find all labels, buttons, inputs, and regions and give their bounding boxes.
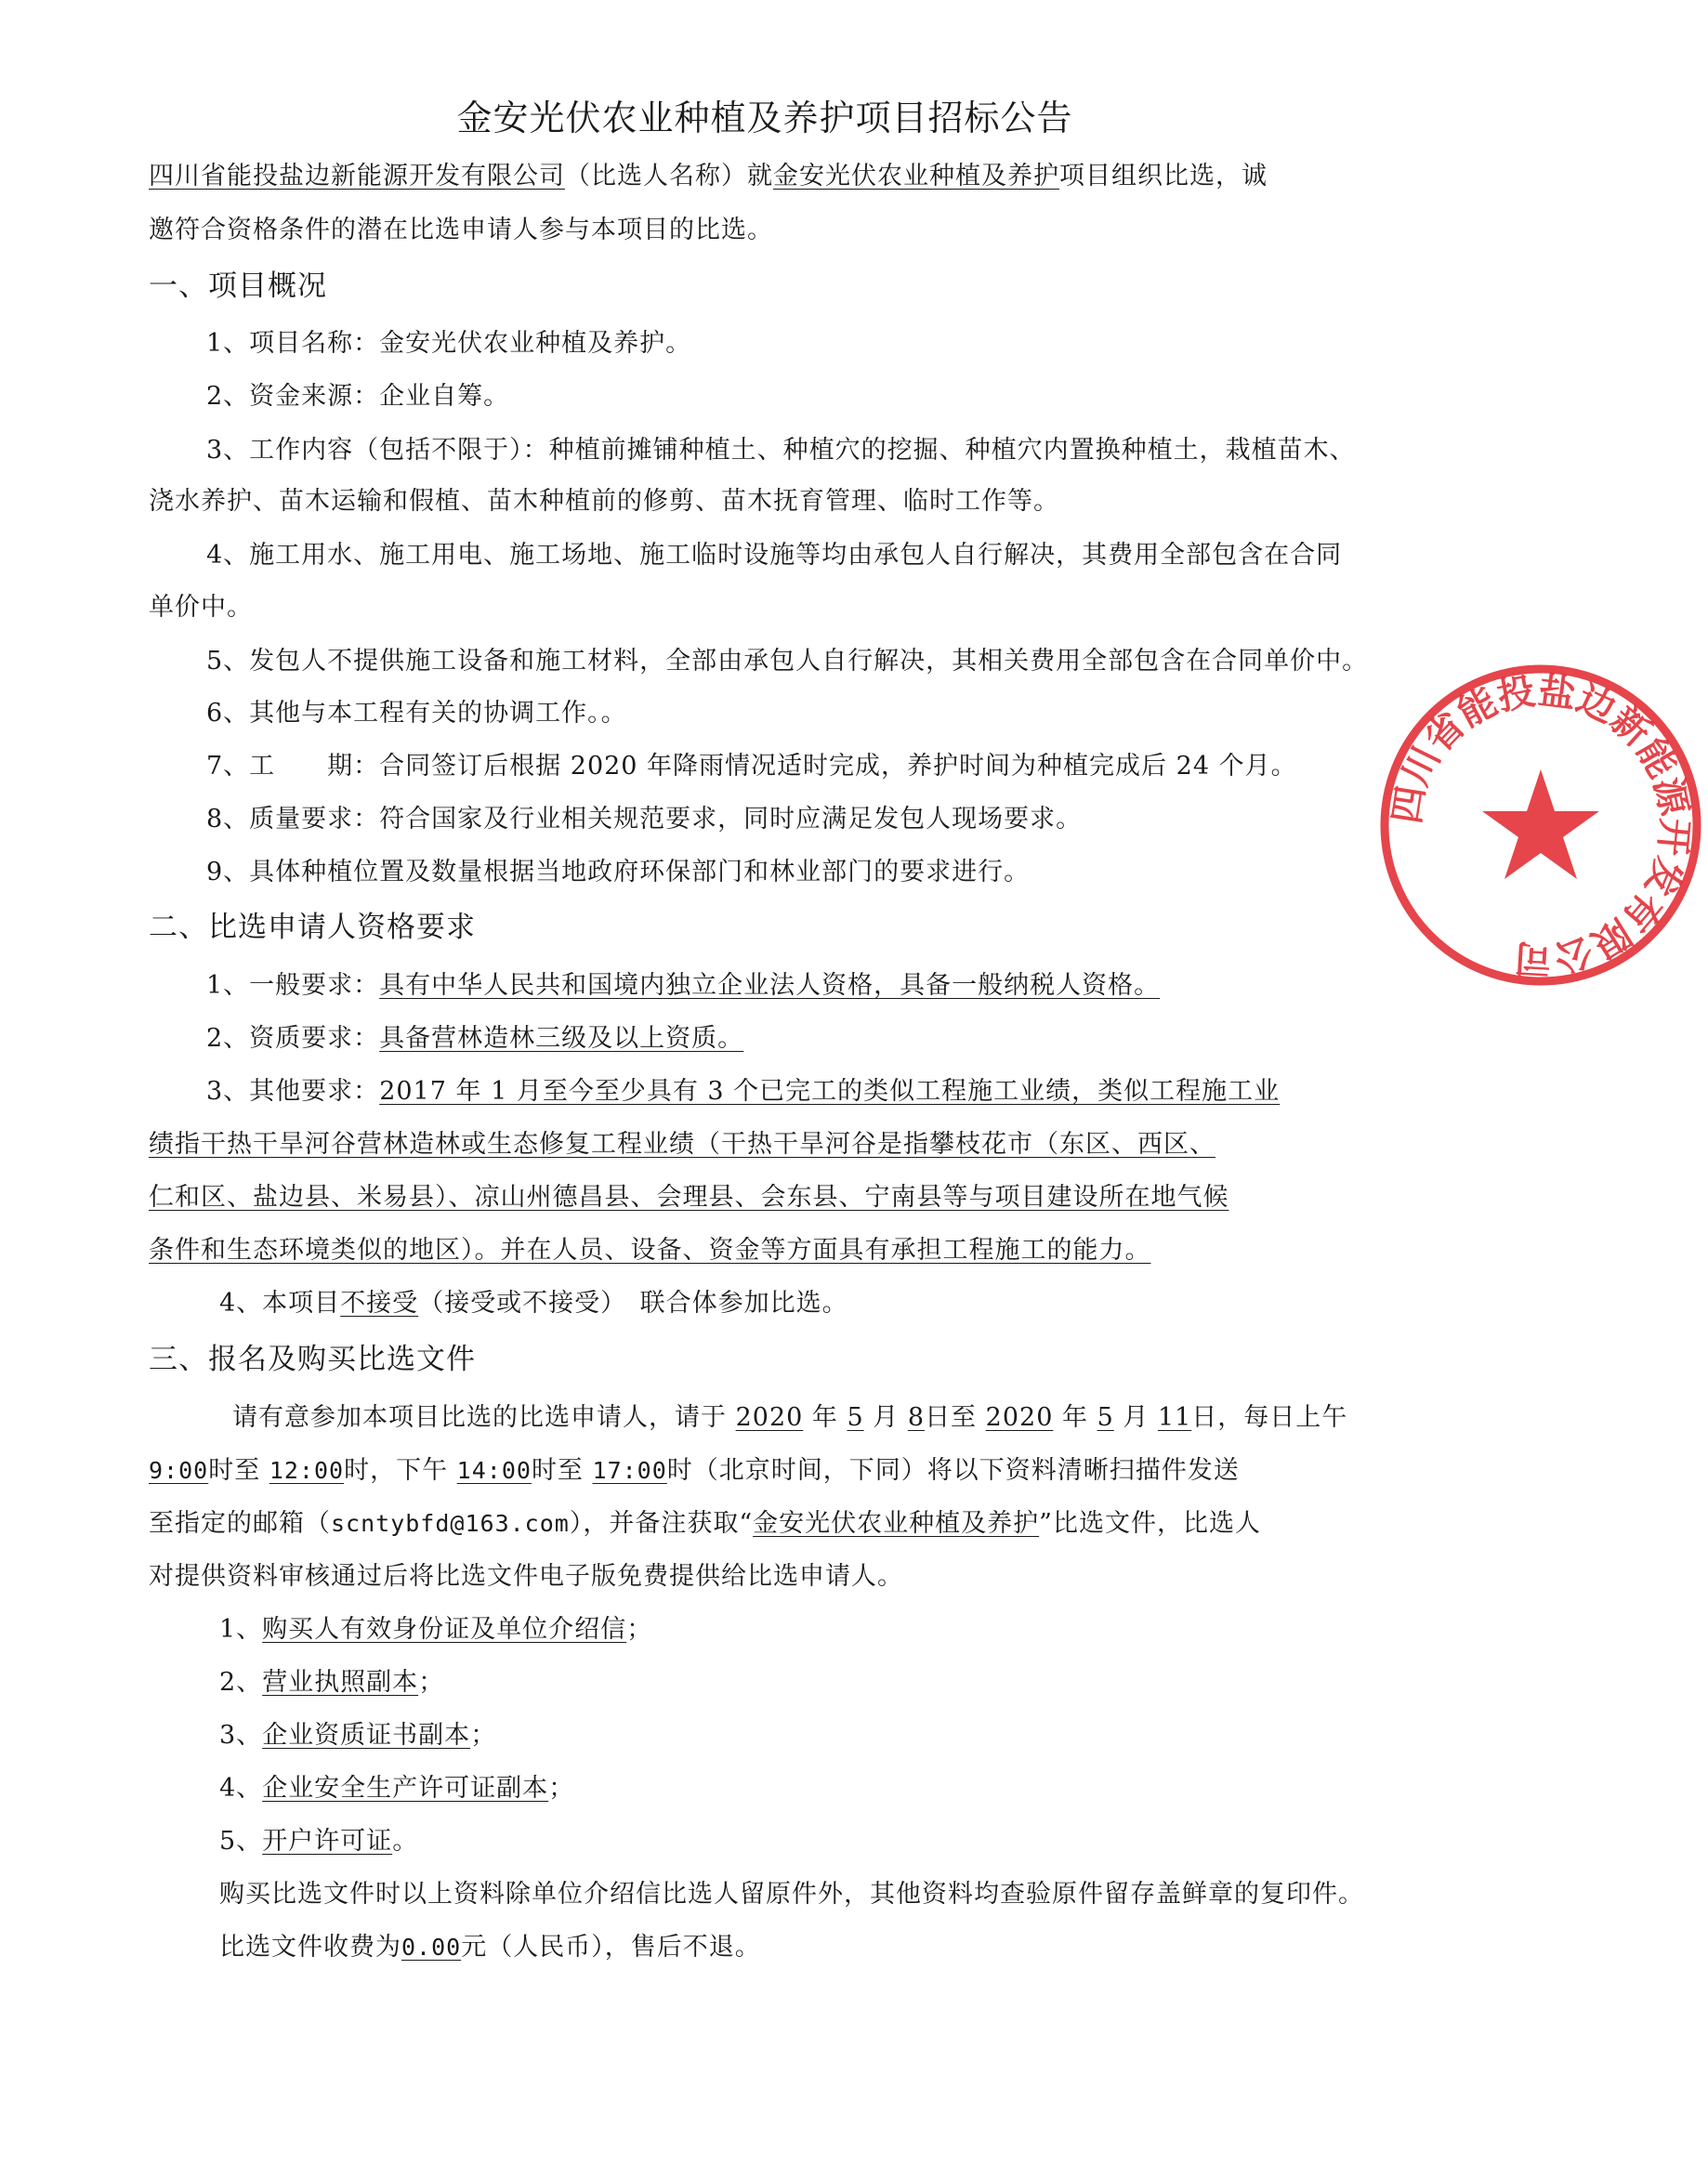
text: 日，每日上午 — [1191, 1403, 1348, 1432]
document-list-item-3 — [219, 1719, 496, 1752]
fee-line — [219, 1931, 761, 1964]
morning-end-time: 12:00 — [269, 1457, 345, 1484]
overview-item-5: 5、发包人不提供施工设备和施工材料，全部由承包人自行解决，其相关费用全部包含在合同单价中。 — [206, 647, 1369, 676]
item-text: 2017 年 1 月至今至少具有 3 个已完工的类似工程施工业绩，类似工程施工业 — [379, 1077, 1281, 1106]
overview-item-2: 2、资金来源：企业自筹。 — [206, 382, 510, 411]
registration-para-line-4: 对提供资料审核通过后将比选文件电子版免费提供给比选申请人。 — [149, 1562, 903, 1591]
project-name: 金安光伏农业种植及养护 — [773, 162, 1059, 190]
text: 时至 — [208, 1456, 261, 1485]
start-month: 5 — [847, 1403, 864, 1432]
list-punct: 。 — [392, 1827, 419, 1856]
registration-para-line-1 — [232, 1401, 1347, 1435]
text: 月 — [873, 1403, 900, 1432]
end-month: 5 — [1097, 1403, 1114, 1432]
list-number: 4、 — [219, 1774, 263, 1803]
qualification-item-3 — [206, 1075, 1280, 1109]
item-label: 3、其他要求： — [206, 1077, 380, 1106]
qualification-item-1 — [206, 969, 1160, 1003]
consortium-choice: 不接受 — [340, 1289, 419, 1318]
overview-item-3: 3、工作内容（包括不限于）：种植前摊铺种植土、种植穴的挖掘、种植穴内置换种植土，栽植苗木、 — [206, 436, 1356, 465]
list-text: 企业安全生产许可证副本 — [262, 1774, 549, 1803]
document-list-item-1 — [219, 1613, 652, 1647]
list-text: 营业执照副本 — [262, 1668, 419, 1697]
registration-note: 购买比选文件时以上资料除单位介绍信比选人留原件外，其他资料均查验原件留存盖鲜章的复印件。 — [219, 1880, 1364, 1909]
text: 月 — [1123, 1403, 1150, 1432]
text: 年 — [1061, 1403, 1088, 1432]
text: 时（北京时间，下同）将以下资料清晰扫描件发送 — [666, 1456, 1240, 1485]
overview-item-1: 1、项目名称：金安光伏农业种植及养护。 — [206, 329, 692, 358]
overview-item-4: 4、施工用水、施工用电、施工场地、施工临时设施等均由承包人自行解决，其费用全部包含在合同 — [206, 541, 1343, 570]
registration-para-line-3 — [149, 1507, 1261, 1541]
project-name: 金安光伏农业种植及养护 — [753, 1509, 1040, 1538]
overview-item-9: 9、具体种植位置及数量根据当地政府环保部门和林业部门的要求进行。 — [206, 858, 1031, 886]
document-list-item-5 — [219, 1825, 418, 1858]
text: 元（人民币），售后不退。 — [461, 1933, 761, 1962]
text: ），并备注获取“ — [569, 1509, 754, 1538]
text: 时，下午 — [344, 1456, 449, 1485]
company-seal-stamp — [1373, 658, 1708, 992]
text: 比选文件收费为 — [219, 1933, 401, 1962]
morning-start-time: 9:00 — [149, 1457, 209, 1484]
fee-amount: 0.00 — [401, 1934, 462, 1961]
start-year: 2020 — [735, 1403, 804, 1432]
end-day: 11 — [1157, 1403, 1192, 1432]
seal-text: 四川省能投盐边新能源开发有限公司 — [1385, 669, 1697, 980]
text: 请有意参加本项目比选的比选申请人，请于 — [232, 1403, 727, 1432]
section-heading-qualification: 二、比选申请人资格要求 — [149, 911, 476, 944]
start-day: 8 — [907, 1403, 926, 1432]
list-number: 2、 — [219, 1668, 263, 1697]
text: 日至 — [925, 1403, 978, 1432]
item-text: 具备营林造林三级及以上资质。 — [379, 1024, 744, 1053]
intro-text: 项目组织比选，诚 — [1059, 162, 1268, 190]
overview-item-4-cont: 单价中。 — [149, 593, 253, 622]
overview-item-8: 8、质量要求：符合国家及行业相关规范要求，同时应满足发包人现场要求。 — [206, 805, 1083, 834]
list-text: 购买人有效身份证及单位介绍信 — [262, 1615, 627, 1644]
qualification-item-3-cont-1: 绩指干热干旱河谷营林造林或生态修复工程业绩（干热干旱河谷是指攀枝花市（东区、西区、 — [149, 1130, 1215, 1159]
end-year: 2020 — [985, 1403, 1054, 1432]
seal-star-icon — [1482, 769, 1599, 879]
list-punct: ； — [418, 1668, 445, 1697]
intro-line-2: 邀符合资格条件的潜在比选申请人参与本项目的比选。 — [149, 216, 773, 244]
contact-email[interactable]: scntybfd@163.com — [331, 1510, 570, 1537]
list-punct: ； — [548, 1774, 575, 1803]
overview-item-3-cont: 浇水养护、苗木运输和假植、苗木种植前的修剪、苗木抚育管理、临时工作等。 — [149, 487, 1059, 516]
item-text: （接受或不接受） 联合体参加比选。 — [418, 1289, 848, 1318]
document-list-item-2 — [219, 1666, 444, 1700]
registration-para-line-2 — [149, 1454, 1240, 1488]
section-heading-overview: 一、项目概况 — [149, 269, 327, 303]
document-title: 金安光伏农业种植及养护项目招标公告 — [456, 98, 1073, 138]
qualification-item-3-cont-3: 条件和生态环境类似的地区）。并在人员、设备、资金等方面具有承担工程施工的能力。 — [149, 1236, 1151, 1265]
qualification-item-3-cont-2: 仁和区、盐边县、米易县）、凉山州德昌县、会理县、会东县、宁南县等与项目建设所在地气候 — [149, 1183, 1229, 1212]
list-punct: ； — [470, 1721, 497, 1750]
issuer-name: 四川省能投盐边新能源开发有限公司 — [149, 162, 565, 190]
text: 年 — [811, 1403, 838, 1432]
item-text: 具有中华人民共和国境内独立企业法人资格，具备一般纳税人资格。 — [379, 971, 1161, 1000]
list-number: 3、 — [219, 1721, 263, 1750]
list-text: 开户许可证 — [262, 1827, 393, 1856]
item-label: 1、一般要求： — [206, 971, 380, 1000]
list-number: 1、 — [219, 1615, 263, 1644]
afternoon-end-time: 17:00 — [592, 1457, 667, 1484]
list-text: 企业资质证书副本 — [262, 1721, 471, 1750]
overview-item-6: 6、其他与本工程有关的协调工作。。 — [206, 699, 627, 728]
intro-line-1 — [149, 160, 1268, 193]
document-list-item-4 — [219, 1772, 574, 1805]
afternoon-start-time: 14:00 — [456, 1457, 532, 1484]
overview-item-7: 7、工 期：合同签订后根据 2020 年降雨情况适时完成，养护时间为种植完成后 24 个月。 — [206, 752, 1297, 781]
item-label: 4、本项目 — [219, 1289, 341, 1318]
text: 至指定的邮箱（ — [149, 1509, 331, 1538]
list-number: 5、 — [219, 1827, 263, 1856]
intro-text: （比选人名称）就 — [565, 162, 773, 190]
item-label: 2、资质要求： — [206, 1024, 380, 1053]
text: 时至 — [531, 1456, 584, 1485]
text: ”比选文件，比选人 — [1039, 1509, 1261, 1538]
qualification-item-4 — [219, 1287, 848, 1320]
section-heading-registration: 三、报名及购买比选文件 — [149, 1343, 476, 1376]
list-punct: ； — [626, 1615, 653, 1644]
qualification-item-2 — [206, 1022, 743, 1056]
